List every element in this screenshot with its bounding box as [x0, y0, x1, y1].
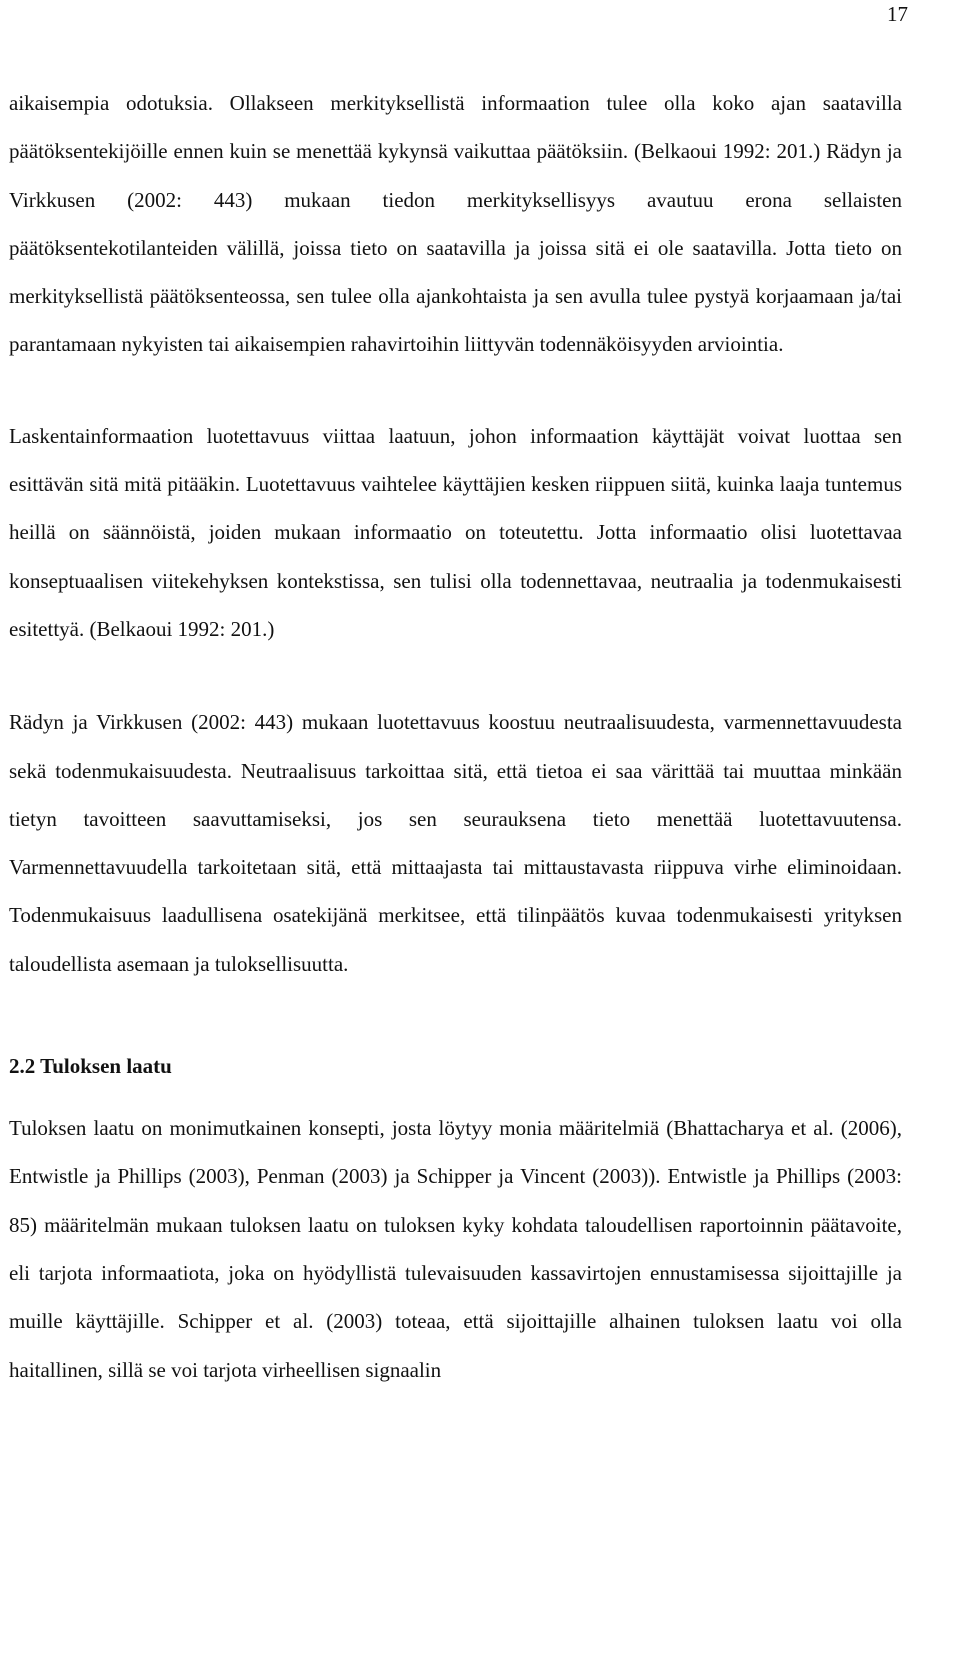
page-number: 17 [887, 2, 908, 26]
section-heading: 2.2 Tuloksen laatu [9, 1054, 172, 1079]
paragraph-reliability: Laskentainformaation luotettavuus viittaa laatuun, johon informaation käyttäjät voivat luottaa sen esittävän sitä mitä pitääkin. Luotettavuus vaihtelee käyttäjien kesken riippuen siitä, kuinka laaja tuntemus heillä on säännöistä, joiden mukaan informaatio on toteutettu. Jotta informaatio olisi luotettavaa konseptuaalisen viitekehyksen kontekstissa, sen tulisi olla todennettavaa, neutraalia ja todenmukaisesti esitettyä. (Belkaoui 1992: 201.) [9, 423, 902, 641]
document-body [9, 79, 902, 1394]
paragraph-earnings-quality: Tuloksen laatu on monimutkainen konsepti, josta löytyy monia määritelmiä (Bhattacharya et al. (2006), Entwistle ja Phillips (2003), Penman (2003) ja Schipper ja Vincent (2003)). Entwistle ja Phillips (2003: 85) määritelmän mukaan tuloksen laatu on tuloksen kyky kohdata taloudellisen raportoinnin päätavoite, eli tarjota informaatiota, joka on hyödyllistä tulevaisuuden kassavirtojen ennustamisessa sijoittajille ja muille käyttäjille. Schipper et al. (2003) toteaa, että sijoittajille alhainen tuloksen laatu voi olla haitallinen, sillä se voi tarjota virheellisen signaalin [9, 1116, 902, 1382]
paragraph-relevance: aikaisempia odotuksia. Ollakseen merkityksellistä informaation tulee olla koko ajan saatavilla päätöksentekijöille ennen kuin se menettää kykynsä vaikuttaa päätöksiin. (Belkaoui 1992: 201.) Rädyn ja Virkkusen (2002: 443) mukaan tiedon merkityksellisyys avautuu erona sellaisten päätöksentekotilanteiden välillä, joissa tieto on saatavilla ja joissa sitä ei ole saatavilla. Jotta tieto on merkityksellistä päätöksenteossa, sen tulee olla ajankohtaista ja sen avulla tulee pystyä korjaamaan ja/tai parantamaan nykyisten tai aikaisempien rahavirtoihin liittyvän todennäköisyyden arviointia. [9, 91, 902, 357]
paragraph-reliability-components: Rädyn ja Virkkusen (2002: 443) mukaan luotettavuus koostuu neutraalisuudesta, varmennettavuudesta sekä todenmukaisuudesta. Neutraalisuus tarkoittaa sitä, että tietoa ei saa värittää tai muuttaa minkään tietyn tavoitteen saavuttamiseksi, jos sen seurauksena tieto menettää luotettavuutensa. Varmennettavuudella tarkoitetaan sitä, että mittaajasta tai mittaustavasta riippuva virhe eliminoidaan. Todenmukaisuus laadullisena osatekijänä merkitsee, että tilinpäätös kuvaa todenmukaisesti yrityksen taloudellista asemaan ja tuloksellisuutta. [9, 710, 902, 976]
